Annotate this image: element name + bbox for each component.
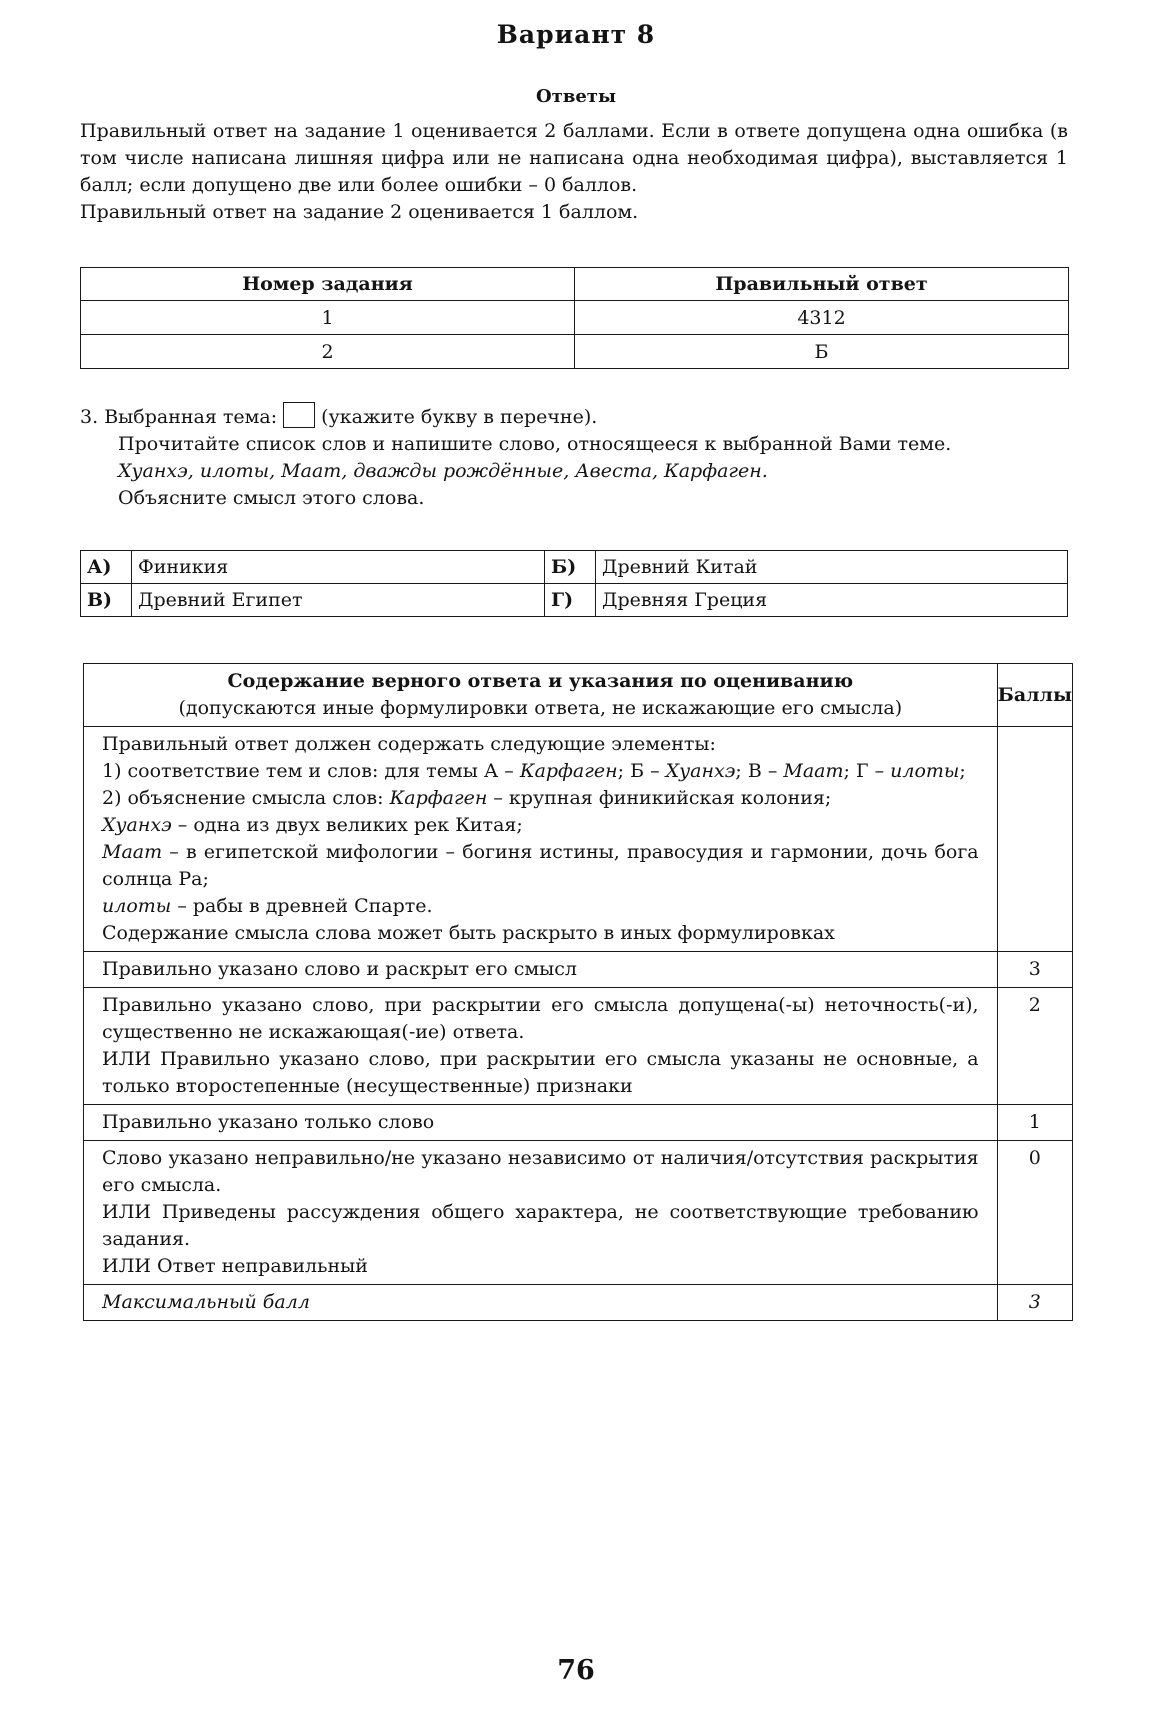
criteria-description [84, 1105, 998, 1141]
criteria-line: Правильно указано слово, при раскрытии его смысла допущена(-ы) неточность(-и), существенно не искажающая(-ие) ответа. [102, 994, 979, 1043]
answer-note: Содержание смысла слова может быть раскрыто в иных формулировках [102, 922, 835, 944]
word-list: Хуанхэ, илоты, Маат, дважды рождённые, Авеста, Карфаген. [118, 460, 768, 482]
task-3-words [80, 458, 1068, 485]
intro-paragraph-2: Правильный ответ на задание 2 оценивается 1 баллом. [80, 201, 639, 223]
max-points-row [84, 1285, 1073, 1321]
answer-content [84, 727, 998, 952]
topic-letter: В) [81, 584, 132, 617]
points-header: Баллы [997, 664, 1072, 727]
topic-name: Древняя Греция [596, 584, 1068, 617]
table-row [81, 584, 1068, 617]
criteria-header-row [84, 664, 1073, 727]
answer-intro: Правильный ответ должен содержать следующие элементы: [102, 733, 716, 755]
task-number-label: 3. [80, 406, 99, 428]
correct-answer: 4312 [575, 301, 1069, 335]
header-task-number: Номер задания [81, 268, 575, 301]
table-row [81, 551, 1068, 584]
points-cell: 1 [997, 1105, 1072, 1141]
definition-maat: Маат – в египетской мифологии – богиня истины, правосудия и гармонии, дочь бога солнца Ра; [102, 841, 979, 890]
topic-letter: Б) [545, 551, 596, 584]
task-3-instruction: Прочитайте список слов и напишите слово, относящееся к выбранной Вами теме. [118, 433, 952, 455]
criteria-line: ИЛИ Ответ неправильный [102, 1255, 368, 1277]
points-cell: 2 [997, 988, 1072, 1105]
intro-paragraph-1: Правильный ответ на задание 1 оценивается 2 баллами. Если в ответе допущена одна ошибка (в том числе написана лишняя цифра или не написана одна необходимая цифра), выставляется 1 балл; если допущено две или более ошибки – 0 баллов. [80, 120, 1068, 196]
page-number: 76 [557, 1655, 595, 1686]
answer-content-row [84, 727, 1073, 952]
criteria-line: ИЛИ Приведены рассуждения общего характера, не соответствующие требованию задания. [102, 1201, 979, 1250]
criteria-row [84, 1105, 1073, 1141]
page-title: Вариант 8 [496, 20, 656, 49]
criteria-table [83, 663, 1073, 1321]
max-points-value: 3 [997, 1285, 1072, 1321]
task-number: 1 [81, 301, 575, 335]
criteria-header-note: (допускаются иные формулировки ответа, не искажающие его смысла) [178, 697, 903, 719]
criteria-description [84, 1141, 998, 1285]
task-3-topic-line [80, 402, 1068, 431]
task-number: 2 [81, 335, 575, 369]
table-row [81, 301, 1069, 335]
points-cell: 0 [997, 1141, 1072, 1285]
task-3 [80, 402, 1068, 512]
header-correct-answer: Правильный ответ [575, 268, 1069, 301]
chosen-topic-label: Выбранная тема: [104, 406, 278, 428]
chosen-topic-hint: (укажите букву в перечне). [321, 406, 598, 428]
criteria-line: Слово указано неправильно/не указано независимо от наличия/отсутствия раскрытия его смысла. [102, 1147, 979, 1196]
answer-explanation: 2) объяснение смысла слов: Карфаген – крупная финикийская колония; [102, 787, 832, 809]
topic-answer-box[interactable] [283, 402, 315, 428]
points-cell: 3 [997, 952, 1072, 988]
intro-text [80, 118, 1068, 226]
criteria-row [84, 1141, 1073, 1285]
correct-answer: Б [575, 335, 1069, 369]
criteria-line: Правильно указано слово и раскрыт его смысл [102, 958, 577, 980]
definition-helots: илоты – рабы в древней Спарте. [102, 895, 433, 917]
task-3-explain: Объясните смысл этого слова. [118, 487, 425, 509]
topic-name: Древний Китай [596, 551, 1068, 584]
topic-name: Древний Египет [132, 584, 545, 617]
topic-name: Финикия [132, 551, 545, 584]
criteria-header [84, 664, 998, 727]
topic-letter: А) [81, 551, 132, 584]
criteria-description [84, 988, 998, 1105]
answers-table [80, 267, 1069, 369]
topics-table [80, 550, 1068, 617]
criteria-row [84, 988, 1073, 1105]
max-points-label: Максимальный балл [84, 1285, 998, 1321]
definition-huanghe: Хуанхэ – одна из двух великих рек Китая; [102, 814, 523, 836]
answers-table-header [81, 268, 1069, 301]
topic-letter: Г) [545, 584, 596, 617]
criteria-row [84, 952, 1073, 988]
criteria-description [84, 952, 998, 988]
section-title: Ответы [536, 86, 616, 107]
criteria-line: ИЛИ Правильно указано слово, при раскрытии его смысла указаны не основные, а только второстепенные (несущественные) признаки [102, 1048, 979, 1097]
criteria-header-title: Содержание верного ответа и указания по оцениванию [227, 670, 854, 692]
answer-correspondence: 1) соответствие тем и слов: для темы А – Карфаген; Б – Хуанхэ; В – Маат; Г – илоты; [102, 760, 966, 782]
criteria-line: Правильно указано только слово [102, 1111, 435, 1133]
points-cell [997, 727, 1072, 952]
table-row [81, 335, 1069, 369]
